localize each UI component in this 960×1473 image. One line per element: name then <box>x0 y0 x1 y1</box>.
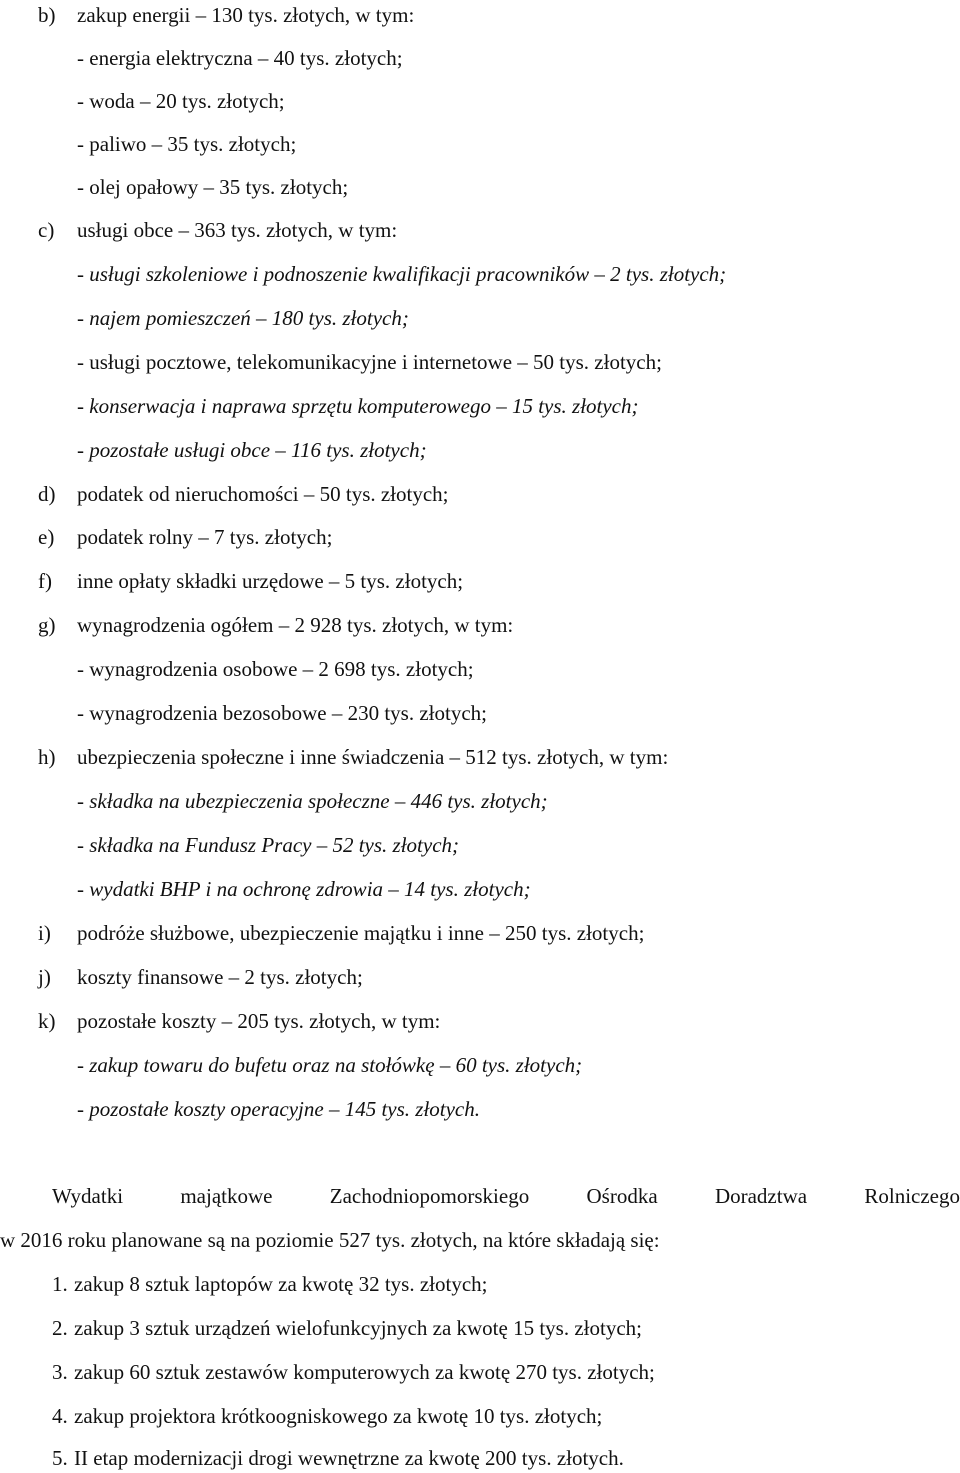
item-letter: h) <box>38 745 56 769</box>
item-text: zakup energii – 130 tys. złotych, w tym: <box>77 3 415 27</box>
sub-item-text: - składka na Fundusz Pracy – 52 tys. złotych; <box>77 833 460 857</box>
sub-item-text: - zakup towaru do bufetu oraz na stołówkę – 60 tys. złotych; <box>77 1053 583 1077</box>
item-text: zakup 3 sztuk urządzeń wielofunkcyjnych za kwotę 15 tys. złotych; <box>74 1316 642 1340</box>
sub-item-text: - paliwo – 35 tys. złotych; <box>77 132 297 156</box>
item-text: zakup 8 sztuk laptopów za kwotę 32 tys. złotych; <box>74 1272 488 1296</box>
sub-item-text: - najem pomieszczeń – 180 tys. złotych; <box>77 306 409 330</box>
sub-item-text: - składka na ubezpieczenia społeczne – 446 tys. złotych; <box>77 789 548 813</box>
item-text: ubezpieczenia społeczne i inne świadczenia – 512 tys. złotych, w tym: <box>77 745 669 769</box>
item-letter: b) <box>38 3 56 27</box>
item-letter: j) <box>38 965 51 989</box>
item-letter: c) <box>38 218 55 242</box>
paragraph-line-2: w 2016 roku planowane są na poziomie 527 tys. złotych, na które składają się: <box>0 1228 660 1252</box>
item-letter: k) <box>38 1009 56 1033</box>
sub-item-text: - wynagrodzenia osobowe – 2 698 tys. złotych; <box>77 657 474 681</box>
item-text: podatek od nieruchomości – 50 tys. złotych; <box>77 482 449 506</box>
item-letter: d) <box>38 482 56 506</box>
sub-item-text: - olej opałowy – 35 tys. złotych; <box>77 175 349 199</box>
item-text: inne opłaty składki urzędowe – 5 tys. złotych; <box>77 569 464 593</box>
item-text: podróże służbowe, ubezpieczenie majątku i inne – 250 tys. złotych; <box>77 921 645 945</box>
paragraph-line-1: Wydatki majątkowe Zachodniopomorskiego Ośrodka Doradztwa Rolniczego <box>52 1184 960 1208</box>
sub-item-text: - usługi szkoleniowe i podnoszenie kwalifikacji pracowników – 2 tys. złotych; <box>77 262 727 286</box>
item-text: podatek rolny – 7 tys. złotych; <box>77 525 333 549</box>
item-number: 1. <box>52 1272 68 1296</box>
sub-item-text: - pozostałe usługi obce – 116 tys. złotych; <box>77 438 427 462</box>
sub-item-text: - konserwacja i naprawa sprzętu komputerowego – 15 tys. złotych; <box>77 394 639 418</box>
item-text: usługi obce – 363 tys. złotych, w tym: <box>77 218 398 242</box>
sub-item-text: - energia elektryczna – 40 tys. złotych; <box>77 46 403 70</box>
sub-item-text: - pozostałe koszty operacyjne – 145 tys. złotych. <box>77 1097 480 1121</box>
sub-item-text: - wydatki BHP i na ochronę zdrowia – 14 tys. złotych; <box>77 877 531 901</box>
item-number: 5. <box>52 1446 68 1470</box>
item-text: zakup projektora krótkoogniskowego za kwotę 10 tys. złotych; <box>74 1404 603 1428</box>
item-text: wynagrodzenia ogółem – 2 928 tys. złotych, w tym: <box>77 613 514 637</box>
sub-item-text: - usługi pocztowe, telekomunikacyjne i internetowe – 50 tys. złotych; <box>77 350 662 374</box>
item-text: II etap modernizacji drogi wewnętrzne za kwotę 200 tys. złotych. <box>74 1446 624 1470</box>
sub-item-text: - woda – 20 tys. złotych; <box>77 89 285 113</box>
item-letter: e) <box>38 525 55 549</box>
item-number: 2. <box>52 1316 68 1340</box>
item-letter: g) <box>38 613 56 637</box>
item-text: zakup 60 sztuk zestawów komputerowych za kwotę 270 tys. złotych; <box>74 1360 655 1384</box>
item-text: pozostałe koszty – 205 tys. złotych, w tym: <box>77 1009 441 1033</box>
item-number: 3. <box>52 1360 68 1384</box>
item-number: 4. <box>52 1404 68 1428</box>
item-letter: f) <box>38 569 52 593</box>
sub-item-text: - wynagrodzenia bezosobowe – 230 tys. złotych; <box>77 701 487 725</box>
item-text: koszty finansowe – 2 tys. złotych; <box>77 965 363 989</box>
item-letter: i) <box>38 921 51 945</box>
